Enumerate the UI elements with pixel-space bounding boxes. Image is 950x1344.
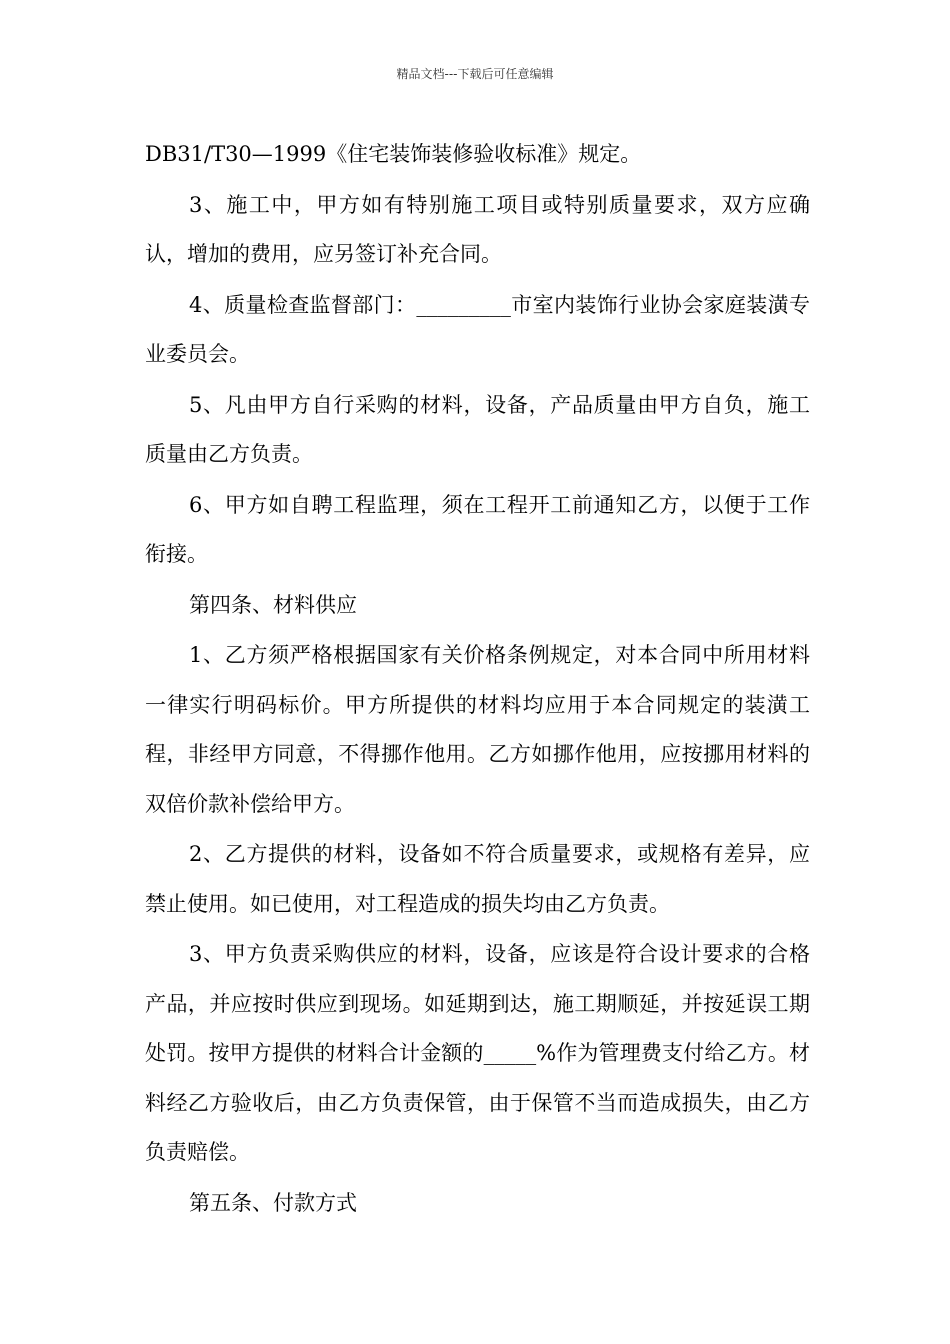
paragraph-clause-3: 3、施工中，甲方如有特别施工项目或特别质量要求，双方应确认，增加的费用，应另签订补充合同。: [145, 192, 810, 266]
paragraph-supply-1: 1、乙方须严格根据国家有关价格条例规定，对本合同中所用材料一律实行明码标价。甲方所提供的材料均应用于本合同规定的装潢工程，非经甲方同意，不得挪作他用。乙方如挪作他用，应按挪用材料的双倍价款补偿给甲方。: [145, 643, 810, 816]
document-body: [145, 130, 810, 1229]
section-heading-article-5: 第五条、付款方式: [189, 1190, 357, 1215]
paragraph-standard-reference: DB31/T30—1999《住宅装饰装修验收标准》规定。: [145, 142, 642, 166]
paragraph-clause-6: 6、甲方如自聘工程监理，须在工程开工前通知乙方，以便于工作衔接。: [145, 492, 810, 566]
section-heading-article-4: 第四条、材料供应: [189, 592, 357, 617]
paragraph-clause-5: 5、凡由甲方自行采购的材料，设备，产品质量由甲方自负，施工质量由乙方负责。: [145, 392, 810, 466]
page-header: 精品文档---下载后可任意编辑: [396, 67, 554, 81]
paragraph-supply-2: 2、乙方提供的材料，设备如不符合质量要求，或规格有差异，应禁止使用。如已使用，对工程造成的损失均由乙方负责。: [145, 842, 810, 916]
paragraph-clause-4: 4、质量检查监督部门：_________市室内装饰行业协会家庭装潢专业委员会。: [145, 292, 810, 366]
paragraph-supply-3: 3、甲方负责采购供应的材料，设备，应该是符合设计要求的合格产品，并应按时供应到现场。如延期到达，施工期顺延，并按延误工期处罚。按甲方提供的材料合计金额的_____%作为管理费支付给乙方。材料经乙方验收后，由乙方负责保管，由于保管不当而造成损失，由乙方负责赔偿。: [145, 942, 810, 1164]
